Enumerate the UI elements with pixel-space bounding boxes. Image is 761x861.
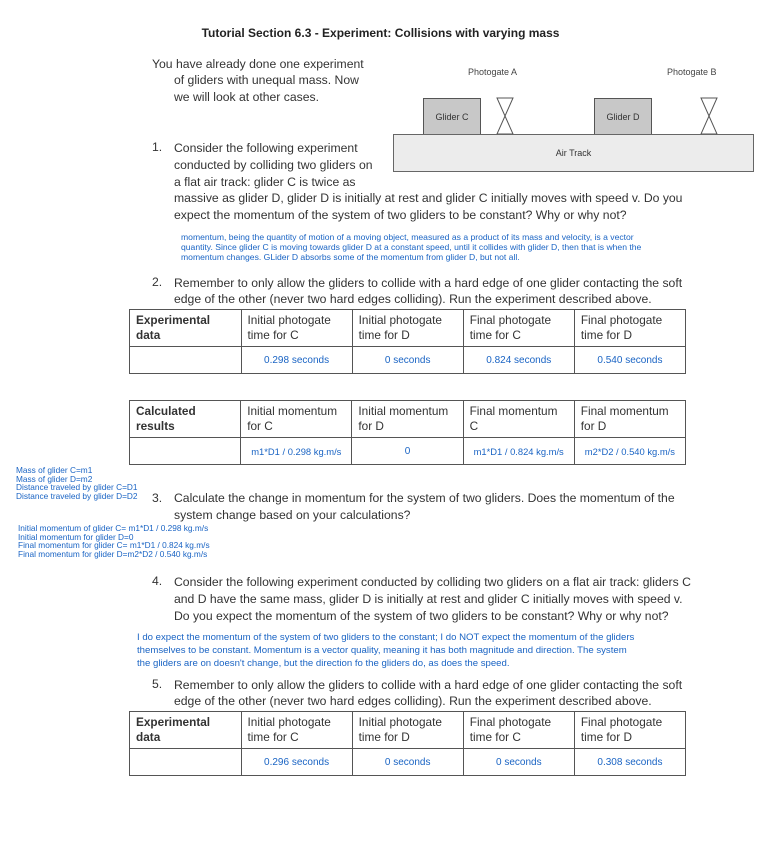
table-row [130,347,686,374]
q1-answer-line-1: momentum, being the quantity of motion of a moving object, measured as a product of its mass and velocity, is a vector [181,232,634,242]
side-note: Distance traveled by glider C=D1 [16,482,138,493]
table-row [130,712,686,749]
q1-answer-line-3: momentum changes. GLider D absorbs some of the momentum from glider D, but not all. [181,252,520,262]
q1-line-4: massive as glider D, glider D is initially at rest and glider C initially moves with speed v. Do you [174,191,683,205]
q5-number: 5. [152,677,163,691]
photogate-b-label: Photogate B [667,67,717,77]
table-header-cell: Initial momentum for D [352,401,463,438]
q1-answer-line-2: quantity. Since glider C is moving towards glider D at a constant speed, until it collides with glider D, then that is when the [181,242,642,252]
table-cell: m2*D2 / 0.540 kg.m/s [574,438,685,465]
table-header-cell: Final momentum for D [574,401,685,438]
table-header-cell: Initial photogate time for C [241,310,352,347]
air-track [393,134,754,172]
table-cell: 0.824 seconds [463,347,574,374]
side-notes-masses [16,466,138,500]
table-header-cell: Experimental data [130,712,242,749]
q4-line-3: Do you expect the momentum of the system of two gliders to be constant? Why or why not? [174,609,669,623]
air-track-label: Air Track [555,148,592,158]
table-cell: 0 seconds [352,749,463,776]
side-note: Final momentum for glider D=m2*D2 / 0.540 kg.m/s [18,548,208,559]
q2-line-2: edge of the other (never two hard edges colliding). Run the experiment described above. [174,292,652,306]
q4-line-2: and D have the same mass, glider D is initially at rest and glider C initially moves with speed v. [174,592,683,606]
table-cell: m1*D1 / 0.298 kg.m/s [241,438,352,465]
table-cell [130,438,241,465]
table-cell: 0.296 seconds [241,749,352,776]
q4-answer-line-1: I do expect the momentum of the system of two gliders to the constant; I do NOT expect the momentum of the gliders [137,632,635,643]
q4-line-1: Consider the following experiment conducted by colliding two gliders on a flat air track: gliders C [174,575,691,589]
table-cell: 0.298 seconds [241,347,352,374]
q2-line-1: Remember to only allow the gliders to collide with a hard edge of one glider contacting the soft [174,276,683,290]
photogate-b-icon [699,97,719,135]
table-row [130,749,686,776]
q3-line-1: Calculate the change in momentum for the system of two gliders. Does the momentum of the [174,491,675,505]
table-header-cell: Final photogate time for C [463,712,574,749]
intro-line-1: You have already done one experiment [152,57,364,71]
q2-number: 2. [152,275,163,289]
photogate-a-label: Photogate A [468,67,518,77]
table-cell [130,347,242,374]
table-header-cell: Final photogate time for D [574,310,685,347]
glider-c [423,98,481,136]
table-cell: 0 seconds [463,749,574,776]
intro-line-3: we will look at other cases. [174,90,319,104]
table-header-cell: Initial photogate time for C [241,712,352,749]
table-header-cell: Calculated results [130,401,241,438]
q4-answer-line-2: themselves to be constant. Momentum is a vector quality, meaning it has both magnitude and direction. The system [137,645,627,656]
q1-line-5: expect the momentum of the system of two gliders to be constant? Why or why not? [174,208,627,222]
q4-number: 4. [152,574,163,588]
intro-line-2: of gliders with unequal mass. Now [174,73,359,87]
q3-number: 3. [152,491,163,505]
experimental-data-table-1 [129,309,686,374]
q3-line-2: system change based on your calculations? [174,508,411,522]
q5-line-1: Remember to only allow the gliders to collide with a hard edge of one glider contacting the soft [174,678,683,692]
table-header-cell: Experimental data [130,310,242,347]
table-row [130,310,686,347]
table-header-cell: Final momentum C [463,401,574,438]
side-note: Mass of glider C=m1 [16,465,93,475]
q4-answer-line-3: the gliders are on doesn't change, but the direction fo the gliders do, as does the speed. [137,658,510,669]
table-header-cell: Initial momentum for C [241,401,352,438]
table-header-cell: Initial photogate time for D [352,712,463,749]
glider-d-label: Glider D [606,112,640,122]
table-cell: 0.308 seconds [574,749,685,776]
table-cell: m1*D1 / 0.824 kg.m/s [463,438,574,465]
glider-d [594,98,652,136]
q1-number: 1. [152,140,163,154]
page-title: Tutorial Section 6.3 - Experiment: Collisions with varying mass [201,26,560,40]
glider-c-label: Glider C [435,112,469,122]
q5-line-2: edge of the other (never two hard edges colliding). Run the experiment described above. [174,694,652,708]
table-cell [130,749,242,776]
side-note: Initial momentum for glider D=0 [18,531,134,542]
side-note: Mass of glider D=m2 [16,473,93,484]
q1-line-3: a flat air track: glider C is twice as [174,175,356,189]
table-cell: 0.540 seconds [574,347,685,374]
photogate-a-icon [495,97,515,135]
table-cell: 0 [352,438,463,465]
experimental-data-table-2 [129,711,686,776]
table-header-cell: Initial photogate time for D [352,310,463,347]
side-note: Final momentum for glider C= m1*D1 / 0.824 kg.m/s [18,540,210,551]
q1-line-2: conducted by colliding two gliders on [174,158,373,172]
table-header-cell: Final photogate time for C [463,310,574,347]
table-header-cell: Final photogate time for D [574,712,685,749]
table-cell: 0 seconds [352,347,463,374]
q1-line-1: Consider the following experiment [174,141,358,155]
side-note: Distance traveled by glider D=D2 [16,490,138,501]
side-notes-momentum [18,524,210,558]
table-row [130,438,686,465]
side-note: Initial momentum of glider C= m1*D1 / 0.298 kg.m/s [18,523,209,533]
table-row [130,401,686,438]
calculated-results-table [129,400,686,465]
